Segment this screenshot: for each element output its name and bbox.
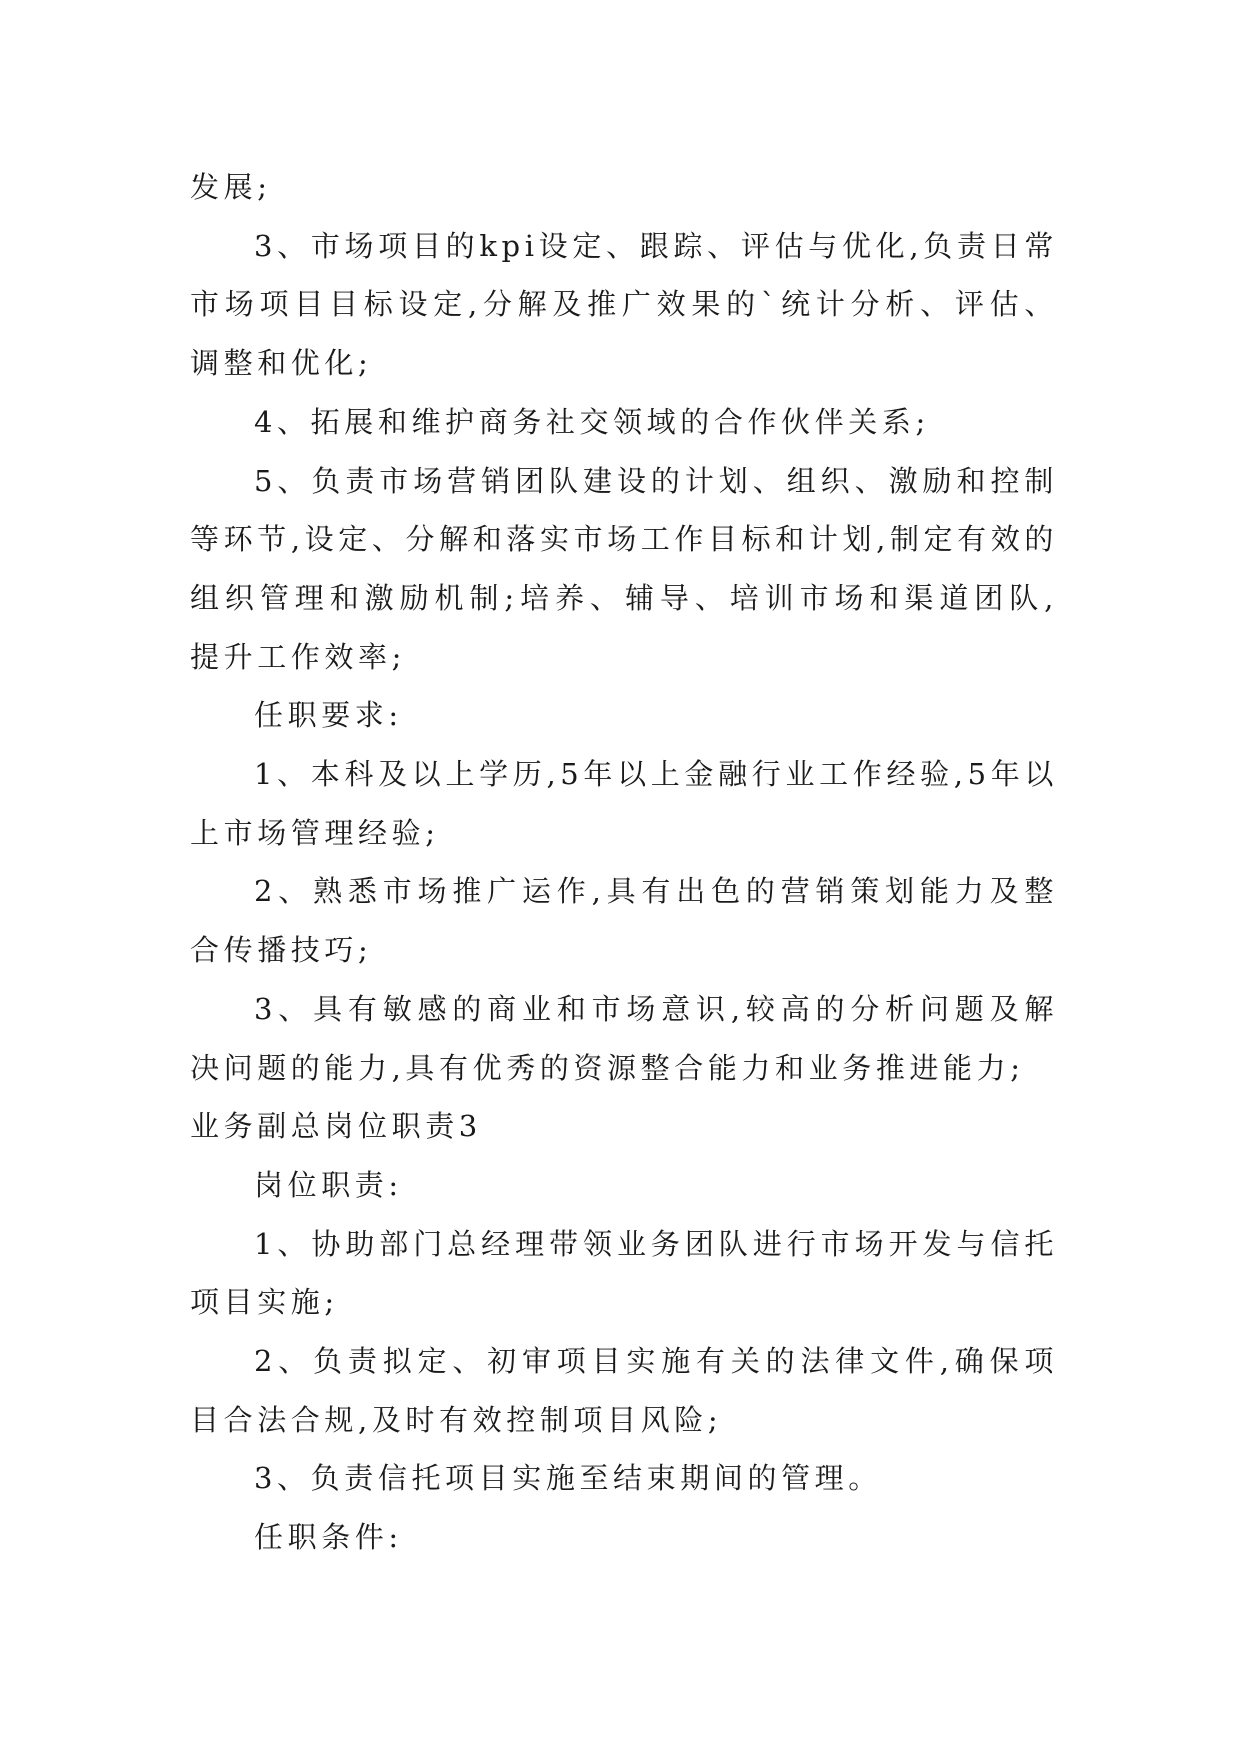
section-title: 业务副总岗位职责3 <box>190 1109 482 1144</box>
paragraph-requirement-3: 3、具有敏感的商业和市场意识,较高的分析问题及解决问题的能力,具有优秀的资源整合能力和业务推进能力; <box>190 991 1058 1085</box>
paragraph-continuation: 发展; <box>190 170 272 204</box>
section-heading-requirements: 任职要求: <box>254 698 403 733</box>
section-heading-conditions: 任职条件: <box>254 1520 403 1555</box>
paragraph-requirement-2: 2、熟悉市场推广运作,具有出色的营销策划能力及整合传播技巧; <box>190 874 1058 968</box>
paragraph-duty-3: 3、市场项目的kpi设定、跟踪、评估与优化,负责日常市场项目目标设定,分解及推广效果的`统计分析、评估、调整和优化; <box>190 228 1058 381</box>
paragraph-duty-4: 4、拓展和维护商务社交领域的合作伙伴关系; <box>254 404 930 439</box>
section-heading-duties: 岗位职责: <box>254 1167 403 1202</box>
paragraph-duty-5: 5、负责市场营销团队建设的计划、组织、激励和控制等环节,设定、分解和落实市场工作目标和计划,制定有效的组织管理和激励机制;培养、辅导、培训市场和渠道团队,提升工作效率; <box>190 463 1058 674</box>
document-body <box>190 158 1058 1567</box>
paragraph-duty-1: 1、协助部门总经理带领业务团队进行市场开发与信托项目实施; <box>190 1226 1058 1320</box>
paragraph-requirement-1: 1、本科及以上学历,5年以上金融行业工作经验,5年以上市场管理经验; <box>190 757 1058 850</box>
paragraph-duty-3b: 3、负责信托项目实施至结束期间的管理。 <box>254 1461 882 1496</box>
paragraph-duty-2: 2、负责拟定、初审项目实施有关的法律文件,确保项目合法合规,及时有效控制项目风险; <box>190 1344 1058 1437</box>
